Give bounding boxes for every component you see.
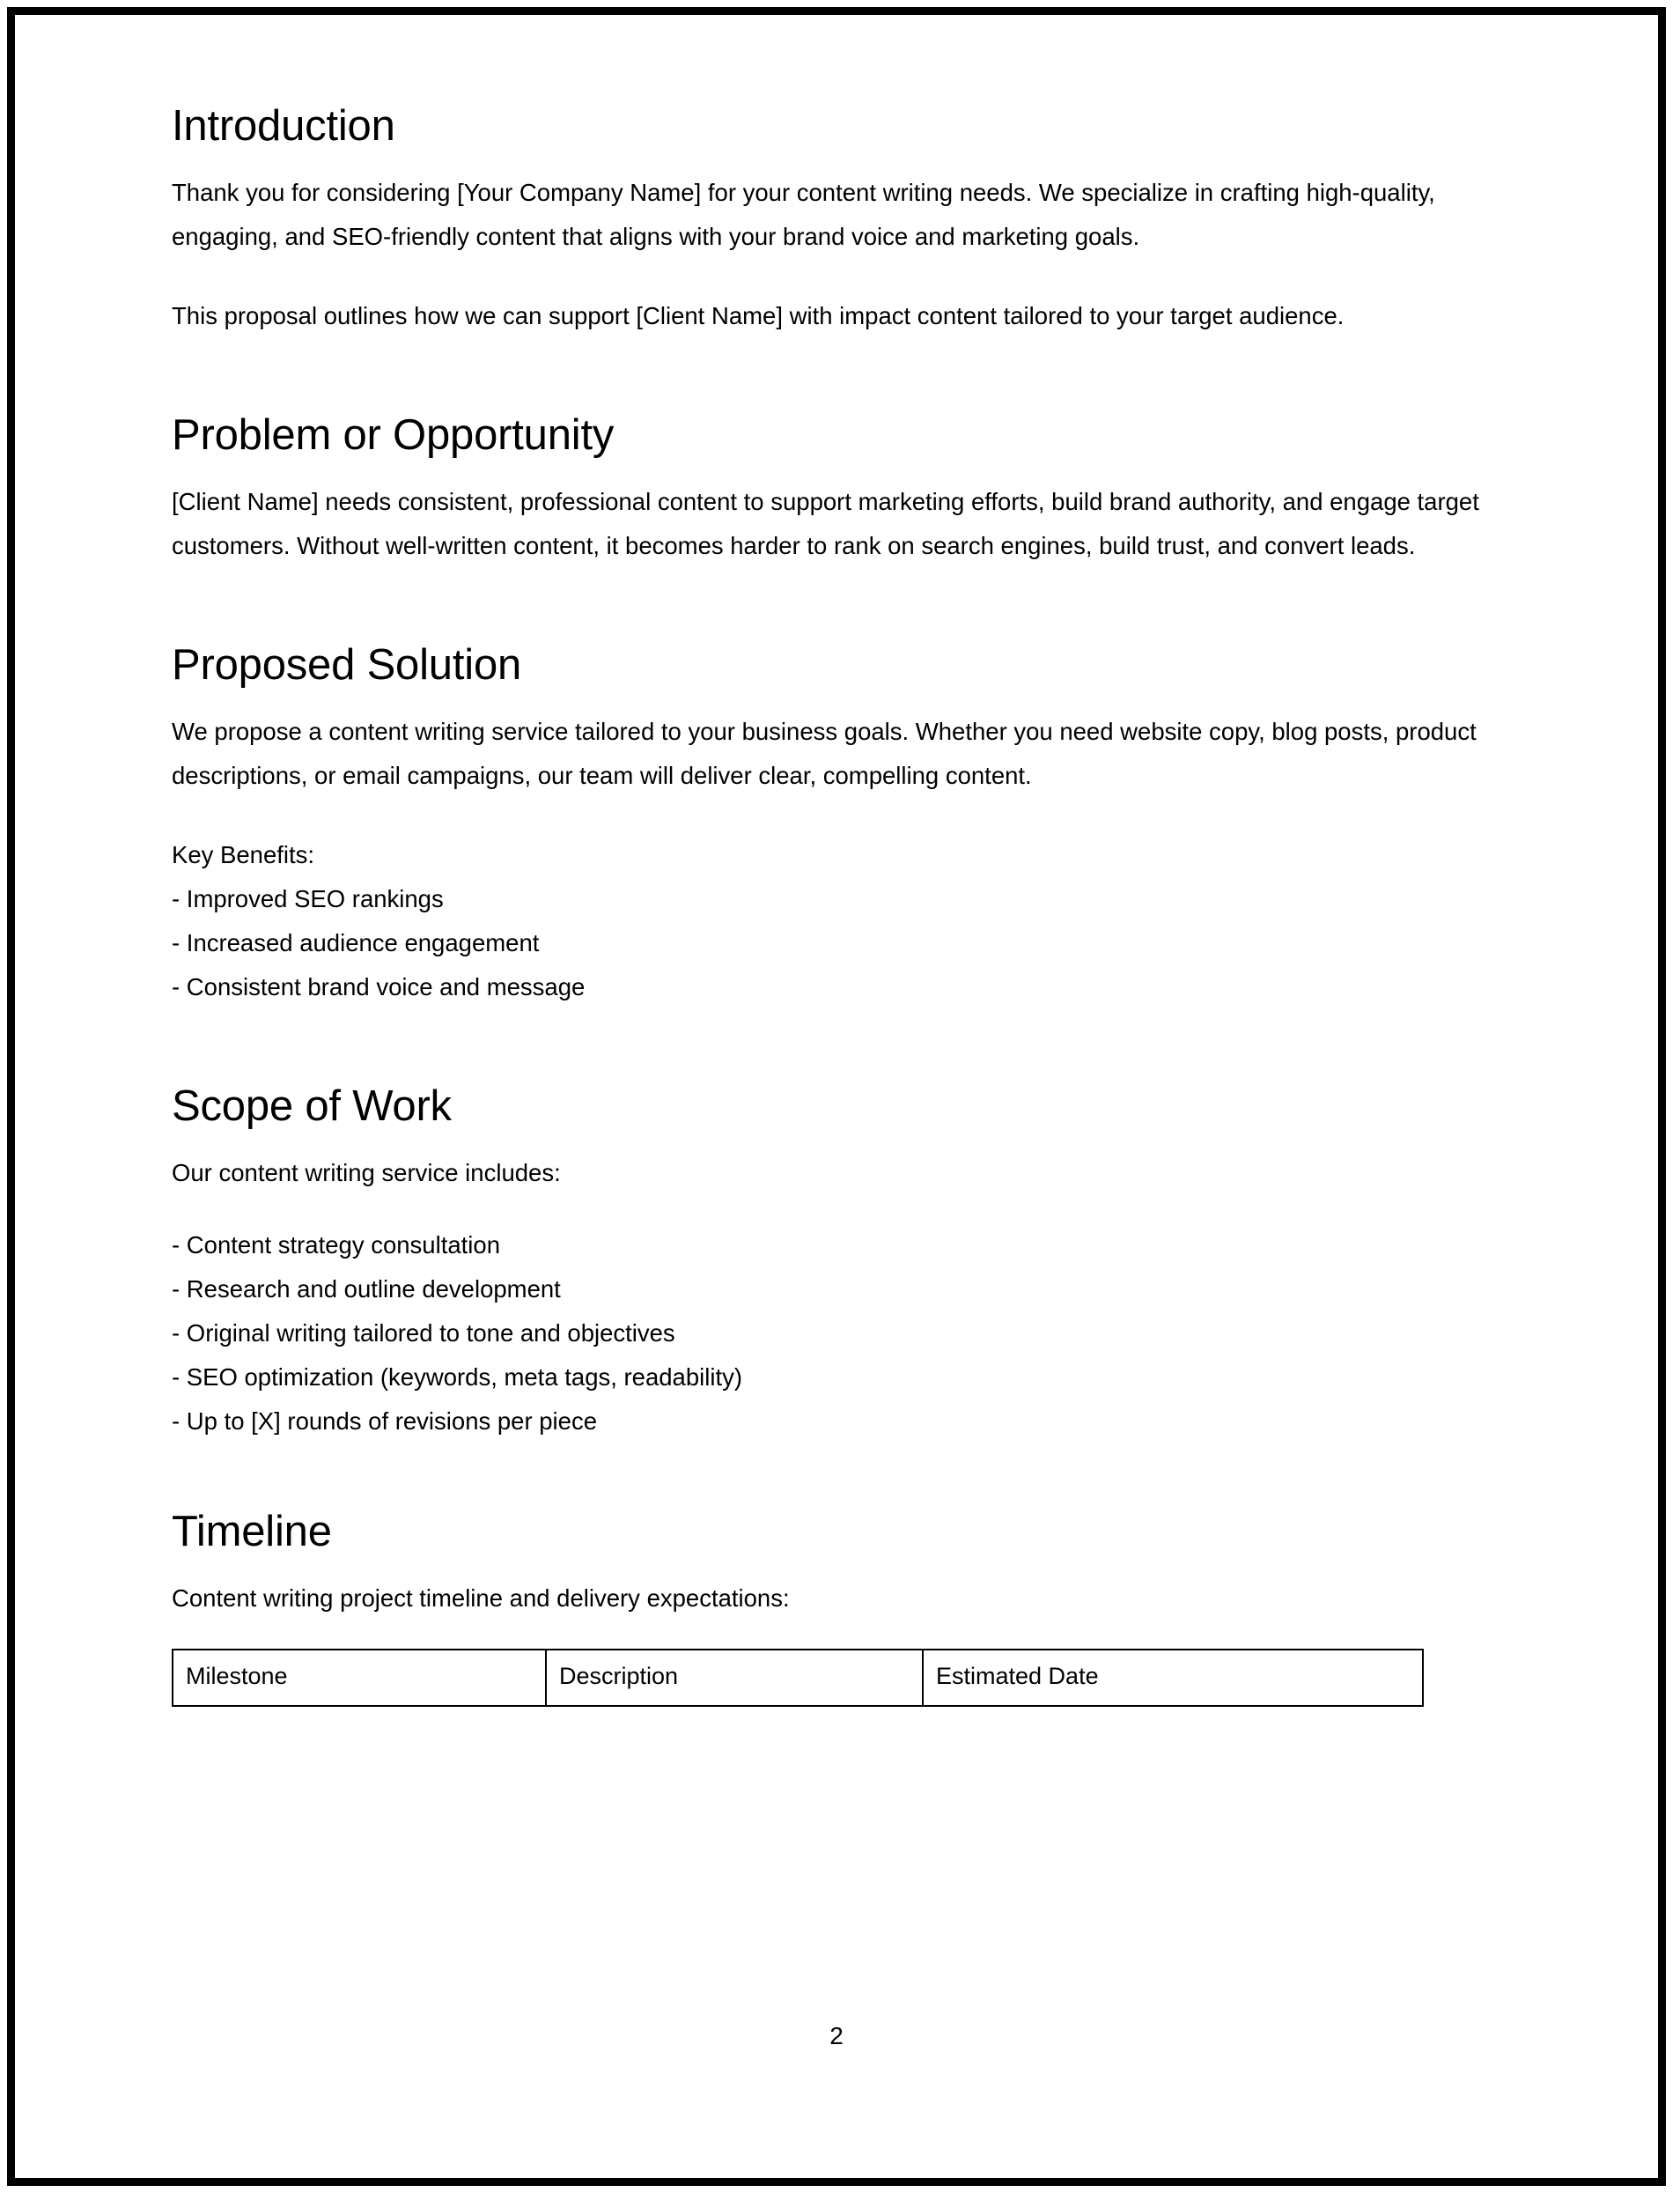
page-number: 2 bbox=[829, 2022, 844, 2049]
list-item: - SEO optimization (keywords, meta tags, readability) bbox=[172, 1362, 743, 1391]
page-border-frame bbox=[7, 7, 1666, 2186]
heading-proposed-solution: Proposed Solution bbox=[172, 640, 522, 689]
list-item: - Research and outline development bbox=[172, 1274, 561, 1303]
list-item: - Up to [X] rounds of revisions per piece bbox=[172, 1406, 598, 1435]
heading-timeline: Timeline bbox=[172, 1507, 332, 1555]
paragraph-introduction-1: Thank you for considering [Your Company Name] for your content writing needs. We specialize in crafting high-quality, engaging, and SEO-friendly content that aligns with your brand voice and marketing goals. bbox=[172, 178, 1435, 250]
key-benefits-list bbox=[172, 877, 1492, 1009]
heading-introduction: Introduction bbox=[172, 102, 395, 150]
section-timeline bbox=[172, 1509, 1492, 1707]
scope-of-work-list bbox=[172, 1223, 1492, 1443]
timeline-table bbox=[172, 1649, 1424, 1707]
paragraph-introduction-2: This proposal outlines how we can support [Client Name] with impact content tailored to your target audience. bbox=[172, 301, 1345, 329]
list-item: - Consistent brand voice and message bbox=[172, 972, 586, 1000]
section-proposed-solution bbox=[172, 642, 1492, 1009]
key-benefits-label: Key Benefits: bbox=[172, 840, 315, 868]
paragraph-problem-or-opportunity-1: [Client Name] needs consistent, professional content to support marketing efforts, build brand authority, and engage target customers. Without well-written content, it becomes harder to rank on search engines, build trust, and convert leads. bbox=[172, 487, 1479, 559]
heading-problem-or-opportunity: Problem or Opportunity bbox=[172, 410, 615, 459]
paragraph-proposed-solution-1: We propose a content writing service tailored to your business goals. Whether you need website copy, blog posts, product descriptions, or email campaigns, our team will deliver clear, compelling content. bbox=[172, 717, 1477, 789]
list-item: - Original writing tailored to tone and objectives bbox=[172, 1318, 675, 1347]
section-scope-of-work bbox=[172, 1083, 1492, 1443]
table-header-estimated-date: Estimated Date bbox=[923, 1650, 1423, 1706]
section-introduction bbox=[172, 103, 1492, 338]
paragraph-timeline-1: Content writing project timeline and delivery expectations: bbox=[172, 1584, 790, 1612]
document-body bbox=[172, 103, 1492, 1707]
paragraph-scope-of-work-1: Our content writing service includes: bbox=[172, 1158, 561, 1186]
heading-scope-of-work: Scope of Work bbox=[172, 1082, 452, 1130]
table-header-description: Description bbox=[546, 1650, 923, 1706]
table-header-milestone: Milestone bbox=[173, 1650, 546, 1706]
list-item: - Increased audience engagement bbox=[172, 928, 540, 956]
section-problem-or-opportunity bbox=[172, 412, 1492, 568]
table-header-row bbox=[173, 1650, 1423, 1706]
list-item: - Content strategy consultation bbox=[172, 1230, 500, 1259]
list-item: - Improved SEO rankings bbox=[172, 884, 444, 912]
page-canvas bbox=[15, 15, 1658, 2178]
